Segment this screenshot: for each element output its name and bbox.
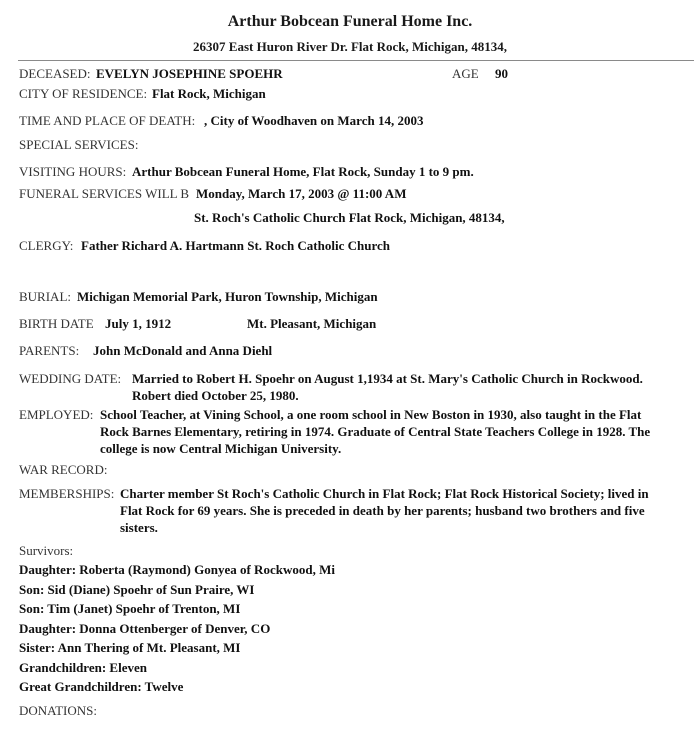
survivor-item: Daughter: Roberta (Raymond) Gonyea of Rockwood, Mi	[19, 562, 335, 577]
age-value: 90	[495, 66, 508, 81]
survivor-item: Son: Tim (Janet) Spoehr of Trenton, MI	[19, 601, 241, 616]
death-label: TIME AND PLACE OF DEATH:	[19, 113, 196, 128]
birth-place-value: Mt. Pleasant, Michigan	[247, 316, 377, 331]
burial-value: Michigan Memorial Park, Huron Township, Michigan	[77, 289, 378, 304]
deceased-name: EVELYN JOSEPHINE SPOEHR	[96, 66, 283, 81]
residence-label: CITY OF RESIDENCE:	[19, 86, 148, 101]
wedding-date-label: WEDDING DATE:	[19, 371, 122, 386]
clergy-value: Father Richard A. Hartmann St. Roch Catholic Church	[81, 238, 390, 253]
birth-date-label: BIRTH DATE	[19, 316, 94, 331]
survivor-item: Grandchildren: Eleven	[19, 660, 147, 675]
special-services-label: SPECIAL SERVICES:	[19, 137, 139, 152]
parents-label: PARENTS:	[19, 343, 80, 358]
war-record-label: WAR RECORD:	[19, 462, 108, 477]
clergy-label: CLERGY:	[19, 238, 74, 253]
age-label: AGE	[452, 66, 479, 81]
memberships-label: MEMBERSHIPS:	[19, 486, 115, 501]
funeral-services-label: FUNERAL SERVICES WILL B	[19, 186, 190, 201]
birth-date-value: July 1, 1912	[105, 316, 172, 331]
survivors-label: Survivors:	[19, 543, 74, 558]
burial-label: BURIAL:	[19, 289, 71, 304]
header-divider	[18, 60, 694, 61]
funeral-home-address: 26307 East Huron River Dr. Flat Rock, Michigan, 48134,	[193, 39, 507, 54]
employed-value: School Teacher, at Vining School, a one room school in New Boston in 1930, also taught in the Flat Rock Barnes Elementary, retiring in 1974. Graduate of Central State Teachers College in 1928. The college is now Central Michigan University.	[100, 407, 651, 456]
survivor-item: Son: Sid (Diane) Spoehr of Sun Praire, WI	[19, 582, 255, 597]
funeral-services-location: St. Roch's Catholic Church Flat Rock, Michigan, 48134,	[194, 210, 505, 225]
visiting-hours-label: VISITING HOURS:	[19, 164, 127, 179]
parents-value: John McDonald and Anna Diehl	[93, 343, 273, 358]
funeral-services-datetime: Monday, March 17, 2003 @ 11:00 AM	[196, 186, 407, 201]
residence-value: Flat Rock, Michigan	[152, 86, 266, 101]
survivor-item: Great Grandchildren: Twelve	[19, 679, 184, 694]
survivor-item: Sister: Ann Thering of Mt. Pleasant, MI	[19, 640, 241, 655]
document-title: Arthur Bobcean Funeral Home Inc.	[227, 13, 473, 30]
survivor-item: Daughter: Donna Ottenberger of Denver, CO	[19, 621, 271, 636]
deceased-label: DECEASED:	[19, 66, 91, 81]
visiting-hours-value: Arthur Bobcean Funeral Home, Flat Rock, Sunday 1 to 9 pm.	[132, 164, 474, 179]
wedding-date-value: Married to Robert H. Spoehr on August 1,1934 at St. Mary's Catholic Church in Rockwood. Robert died October 25, 1980.	[132, 371, 643, 403]
donations-label: DONATIONS:	[19, 703, 97, 718]
employed-label: EMPLOYED:	[19, 407, 94, 422]
memberships-value: Charter member St Roch's Catholic Church in Flat Rock; Flat Rock Historical Society; lived in Flat Rock for 69 years. She is preceded in death by her parents; husband two brothers and five sisters.	[120, 486, 649, 535]
death-value: , City of Woodhaven on March 14, 2003	[204, 113, 424, 128]
